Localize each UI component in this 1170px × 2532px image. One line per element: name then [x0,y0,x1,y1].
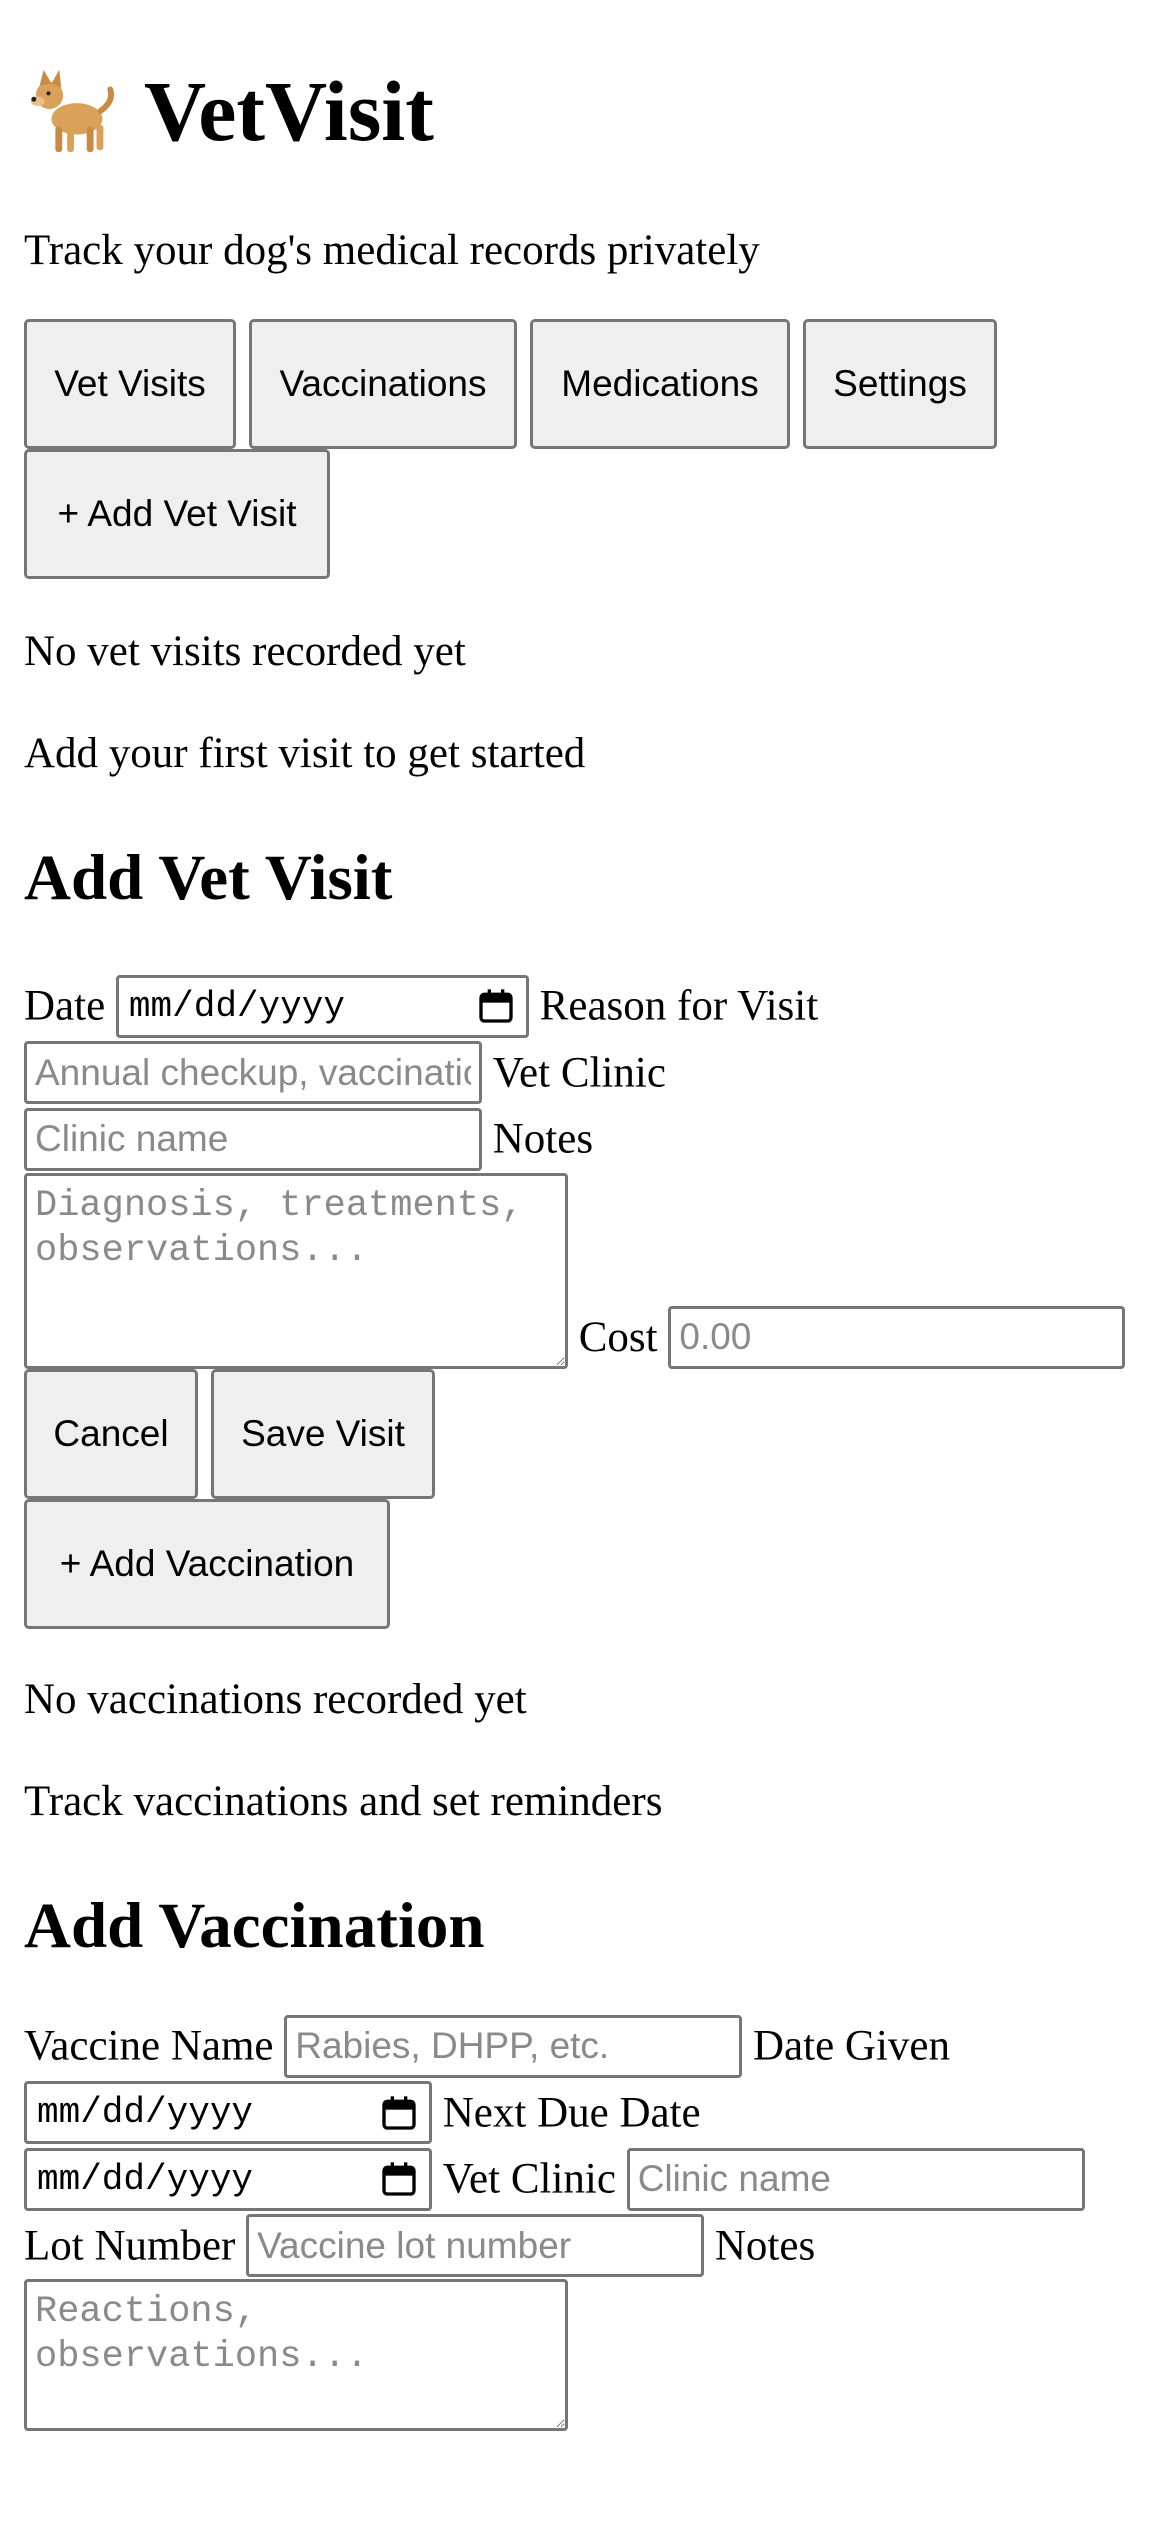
visit-date-label: Date [24,982,106,1030]
visit-reason-input[interactable] [24,1041,482,1104]
date-given-label: Date Given [753,2022,951,2070]
calendar-icon[interactable] [379,2159,419,2199]
visit-notes-textarea[interactable] [24,1173,568,1369]
calendar-icon[interactable] [379,2093,419,2133]
visit-clinic-label: Vet Clinic [492,1049,666,1097]
tab-bar [24,319,1074,579]
app-title: VetVisit [144,63,434,159]
lot-number-input[interactable] [246,2214,704,2277]
vaccinations-empty-subtitle: Track vaccinations and set reminders [24,1777,663,1825]
visits-empty-subtitle: Add your first visit to get started [24,730,586,777]
vaccine-notes-textarea[interactable] [24,2279,568,2431]
visit-cost-input[interactable] [668,1306,1125,1369]
next-due-value: mm/dd/yyyy [37,2158,254,2200]
app-subtitle: Track your dog's medical records privately [24,227,760,274]
vaccine-clinic-input[interactable] [627,2148,1085,2211]
save-visit-button[interactable]: Save Visit [211,1369,435,1499]
next-due-label: Next Due Date [442,2089,701,2137]
visit-cost-label: Cost [578,1313,658,1361]
vaccine-form [24,2011,1144,2432]
visit-date-input[interactable] [116,975,529,1038]
tab-vet-visits[interactable]: Vet Visits [24,319,236,449]
vaccinations-empty-title: No vaccinations recorded yet [24,1675,527,1723]
dog-icon [24,62,122,160]
vaccine-name-input[interactable] [284,2015,742,2078]
lot-number-label: Lot Number [24,2222,236,2270]
vaccine-form-heading: Add Vaccination [24,1889,485,1962]
cancel-button[interactable]: Cancel [24,1369,198,1499]
app-header [24,0,1146,159]
visit-reason-label: Reason for Visit [539,982,819,1030]
vaccine-clinic-label: Vet Clinic [442,2155,616,2203]
vaccine-name-label: Vaccine Name [24,2022,274,2070]
visit-notes-label: Notes [492,1115,594,1163]
visit-form [24,971,1144,1629]
add-vet-visit-button[interactable]: + Add Vet Visit [24,449,330,579]
visits-empty-title: No vet visits recorded yet [24,628,466,675]
tab-settings[interactable]: Settings [803,319,997,449]
tab-medications[interactable]: Medications [530,319,790,449]
vaccine-notes-label: Notes [714,2222,816,2270]
tab-vaccinations[interactable]: Vaccinations [249,319,517,449]
visit-date-value: mm/dd/yyyy [128,985,345,1027]
visit-form-heading: Add Vet Visit [24,842,393,914]
add-vaccination-button[interactable]: + Add Vaccination [24,1499,390,1629]
visit-clinic-input[interactable] [24,1108,482,1171]
next-due-input[interactable] [24,2148,432,2211]
date-given-value: mm/dd/yyyy [37,2092,254,2134]
calendar-icon[interactable] [476,986,516,1026]
date-given-input[interactable] [24,2081,432,2144]
